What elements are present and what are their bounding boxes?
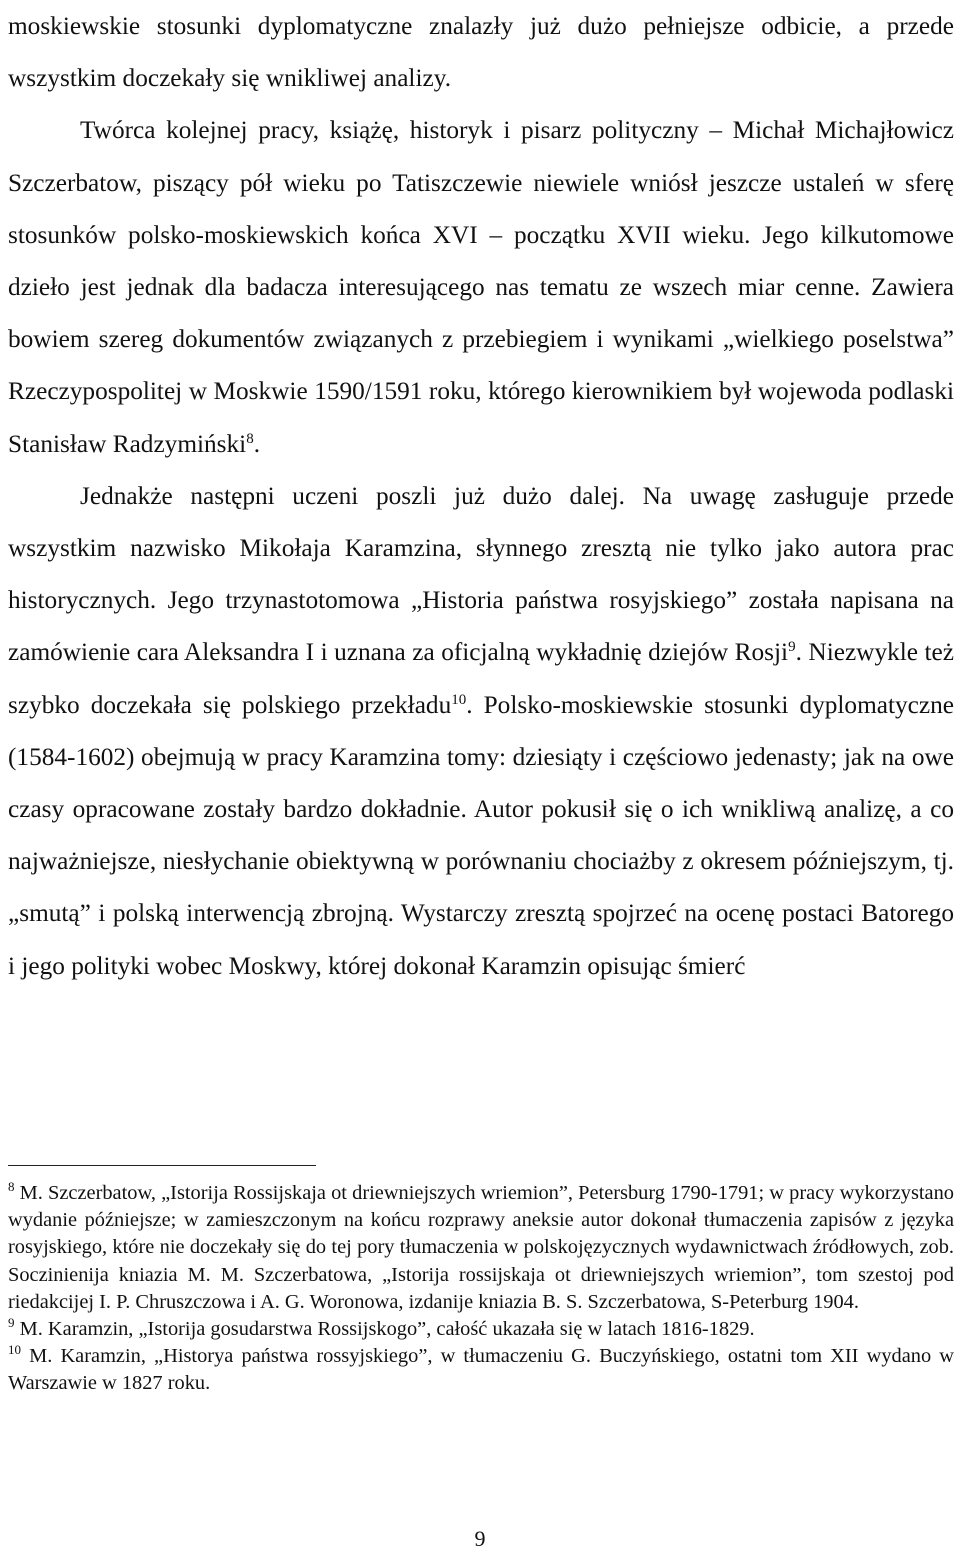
main-text: [8, 0, 954, 992]
paragraph-text: Twórca kolejnej pracy, książę, historyk i pisarz polityczny – Michał Michajłowicz Szczerbatow, piszący pół wieku po Tatiszczewie niewiele wniósł jeszcze ustaleń w sferę stosunków polsko-moskiewskich końca XVI – początku XVII wieku. Jego kilkutomowe dzieło jest jednak dla badacza interesującego nas tematu ze wszech miar cenne. Zawiera bowiem szereg dokumentów związanych z przebiegiem i wynikami „wielkiego poselstwa” Rzeczypospolitej w Moskwie 1590/1591 roku, którego kierownikiem był wojewoda podlaski Stanisław Radzymiński: [8, 116, 954, 458]
paragraph: [8, 0, 954, 104]
paragraph-text: . Polsko-moskiewskie stosunki dyplomatyczne (1584-1602) obejmują w pracy Karamzina tomy: dziesiąty i częściowo jedenasty; jak na owe czasy opracowane zostały bardzo dokładnie. Autor pokusił się o ich wnikliwą analizę, a co najważniejsze, niesłychanie obiektywną w porównaniu chociażby z okresem późniejszym, tj. „smutą” i polską interwencją zbrojną. Wystarczy zresztą spojrzeć na ocenę postaci Batorego i jego polityki wobec Moskwy, której dokonał Karamzin opisując śmierć: [8, 690, 954, 980]
footnote-reference[interactable]: 9: [788, 639, 796, 656]
footnote-marker: 10: [8, 1342, 21, 1358]
footnote: [8, 1180, 954, 1316]
page-number: 9: [474, 1526, 486, 1551]
paragraph: [8, 104, 954, 469]
footnote-separator: [8, 1165, 316, 1166]
footnotes: [8, 1180, 954, 1398]
footnote-text: M. Karamzin, „Istorija gosudarstwa Rossijskogo”, całość ukazała się w latach 1816-1829.: [14, 1318, 755, 1341]
paragraph: [8, 470, 954, 992]
paragraph-text: moskiewskie stosunki dyplomatyczne znalazły już dużo pełniejsze odbicie, a przede wszystkim doczekały się wnikliwej analizy.: [8, 12, 954, 93]
footnote: [8, 1316, 954, 1343]
footnote-marker: 9: [8, 1315, 15, 1331]
paragraph-text: .: [253, 429, 261, 458]
footnote-marker: 8: [8, 1179, 15, 1194]
footnote: [8, 1343, 954, 1397]
footnote-reference[interactable]: 10: [451, 691, 467, 708]
paragraph-text: Jednakże następni uczeni poszli już dużo dalej. Na uwagę zasługuje przede wszystkim nazwisko Mikołaja Karamzina, słynnego zresztą nie tylko jako autora prac historycznych. Jego trzynastotomowa „Historia państwa rosyjskiego” została napisana na zamówienie cara Aleksandra I i uznana za oficjalną wykładnię dziejów Rosji: [8, 481, 954, 667]
footnote-text: M. Szczerbatow, „Istorija Rossijskaja ot driewniejszych wriemion”, Petersburg 1790-1791; w pracy wykorzystano wydanie późniejsze; w zamieszczonym na końcu rozprawy aneksie autor dokonał tłumaczenia zapisów z języka rosyjskiego, które nie doczekały się do tej pory tłumaczenia w polskojęzycznych wydawnictwach źródłowych, zob. Soczinienija kniazia M. M. Szczerbatowa, „Istorija rossijskaja ot driewniejszych wriemion”, tom szestoj pod riedakcijej I. P. Chruszczowa i A. G. Woronowa, izdanije kniazia B. S. Szczerbatowa, S-Peterburg 1904.: [8, 1182, 954, 1313]
footnote-reference[interactable]: 8: [246, 430, 254, 447]
paragraph-text: . Niezwykle też szybko doczekała się polskiego przekładu: [8, 638, 954, 719]
footnote-text: M. Karamzin, „Historya państwa rossyjskiego”, w tłumaczeniu G. Buczyńskiego, ostatni tom XII wydano w Warszawie w 1827 roku.: [8, 1345, 954, 1395]
